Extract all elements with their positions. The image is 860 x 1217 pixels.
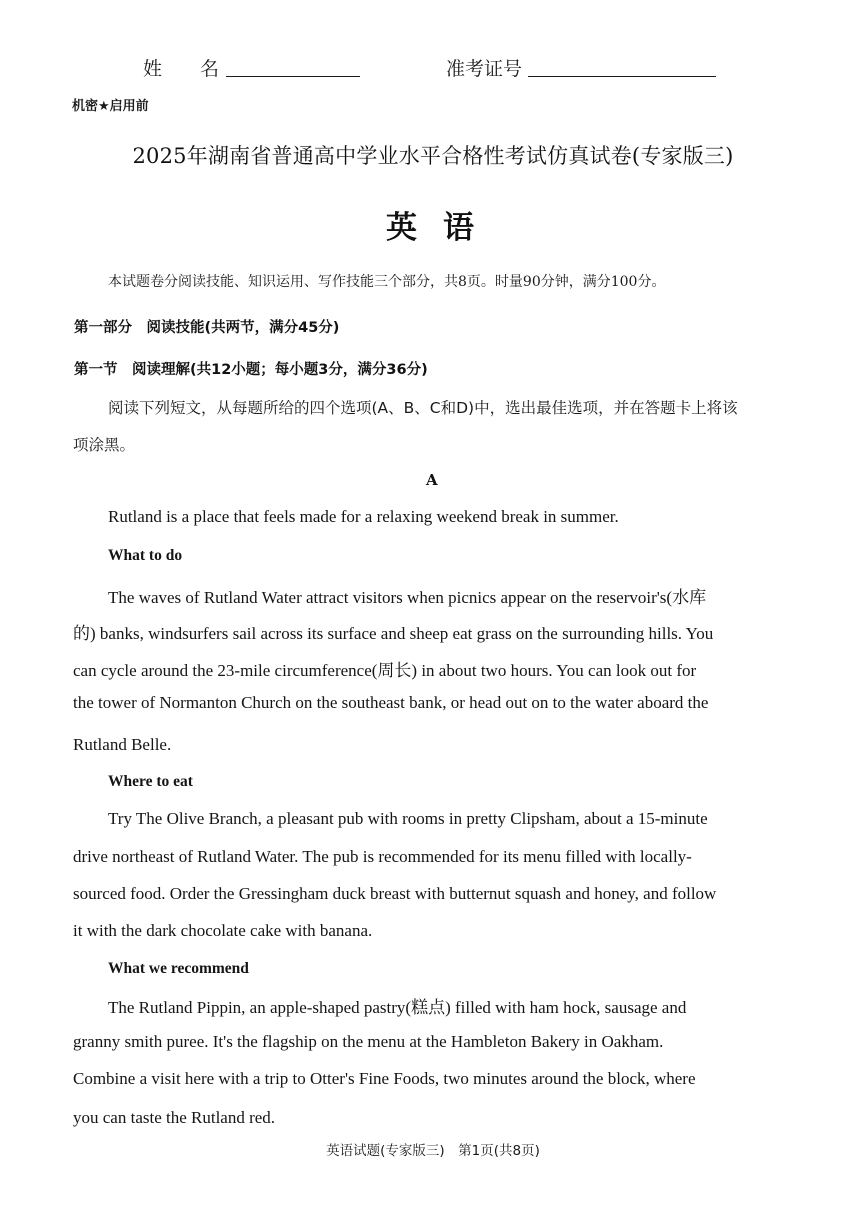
page-footer: 英语试题(专家版三) 第1页(共8页) xyxy=(326,1143,540,1159)
directions-line-1: 阅读下列短文，从每题所给的四个选项(A、B、C和D)中，选出最佳选项，并在答题卡上将该 xyxy=(108,399,738,417)
passage-letter: A xyxy=(426,471,438,489)
what-we-recommend-line: granny smith puree. It's the flagship on the menu at the Hambleton Bakery in Oakham. xyxy=(73,1032,664,1051)
exam-title: 2025年湖南省普通高中学业水平合格性考试仿真试卷(专家版三) xyxy=(132,144,734,168)
what-we-recommend-line: you can taste the Rutland red. xyxy=(73,1108,276,1127)
where-to-eat-line: drive northeast of Rutland Water. The pub is recommended for its menu filled with locally- xyxy=(73,847,692,866)
what-to-do-line: 的) banks, windsurfers sail across its surface and sheep eat grass on the surrounding hills. You xyxy=(73,624,714,643)
what-we-recommend-line: The Rutland Pippin, an apple-shaped pastry(糕点) filled with ham hock, sausage and xyxy=(108,998,687,1017)
what-to-do-line: Rutland Belle. xyxy=(73,735,172,754)
what-we-recommend-line: Combine a visit here with a trip to Otter's Fine Foods, two minutes around the block, where xyxy=(73,1069,696,1088)
where-to-eat-line: Try The Olive Branch, a pleasant pub with rooms in pretty Clipsham, about a 15-minute xyxy=(108,809,708,828)
what-to-do-line: The waves of Rutland Water attract visitors when picnics appear on the reservoir's(水库 xyxy=(108,588,707,607)
what-to-do-line: can cycle around the 23-mile circumference(周长) in about two hours. You can look out for xyxy=(73,661,697,680)
what-to-do-line: the tower of Normanton Church on the southeast bank, or head out on to the water aboard the xyxy=(73,693,709,712)
directions-line-2: 项涂黑。 xyxy=(73,436,136,454)
where-to-eat-heading: Where to eat xyxy=(108,773,193,790)
exam-id-label: 准考证号 xyxy=(446,58,523,80)
passage-intro: Rutland is a place that feels made for a relaxing weekend break in summer. xyxy=(108,507,619,526)
section-one-heading: 第一节 阅读理解(共12小题；每小题3分，满分36分) xyxy=(74,362,428,378)
where-to-eat-line: it with the dark chocolate cake with banana. xyxy=(73,921,373,940)
what-we-recommend-heading: What we recommend xyxy=(108,960,249,977)
confidential-label: 机密★启用前 xyxy=(72,99,149,114)
where-to-eat-line: sourced food. Order the Gressingham duck breast with butternut squash and honey, and follow xyxy=(73,884,717,903)
subject-title: 英语 xyxy=(386,210,500,246)
part-one-heading: 第一部分 阅读技能(共两节，满分45分) xyxy=(74,320,340,336)
name-label: 姓 名 xyxy=(143,58,220,80)
exam-instructions: 本试题卷分阅读技能、知识运用、写作技能三个部分，共8页。时量90分钟，满分100分。 xyxy=(108,274,666,290)
name-line xyxy=(226,76,360,77)
what-to-do-heading: What to do xyxy=(108,547,183,564)
exam-id-line xyxy=(528,76,716,77)
